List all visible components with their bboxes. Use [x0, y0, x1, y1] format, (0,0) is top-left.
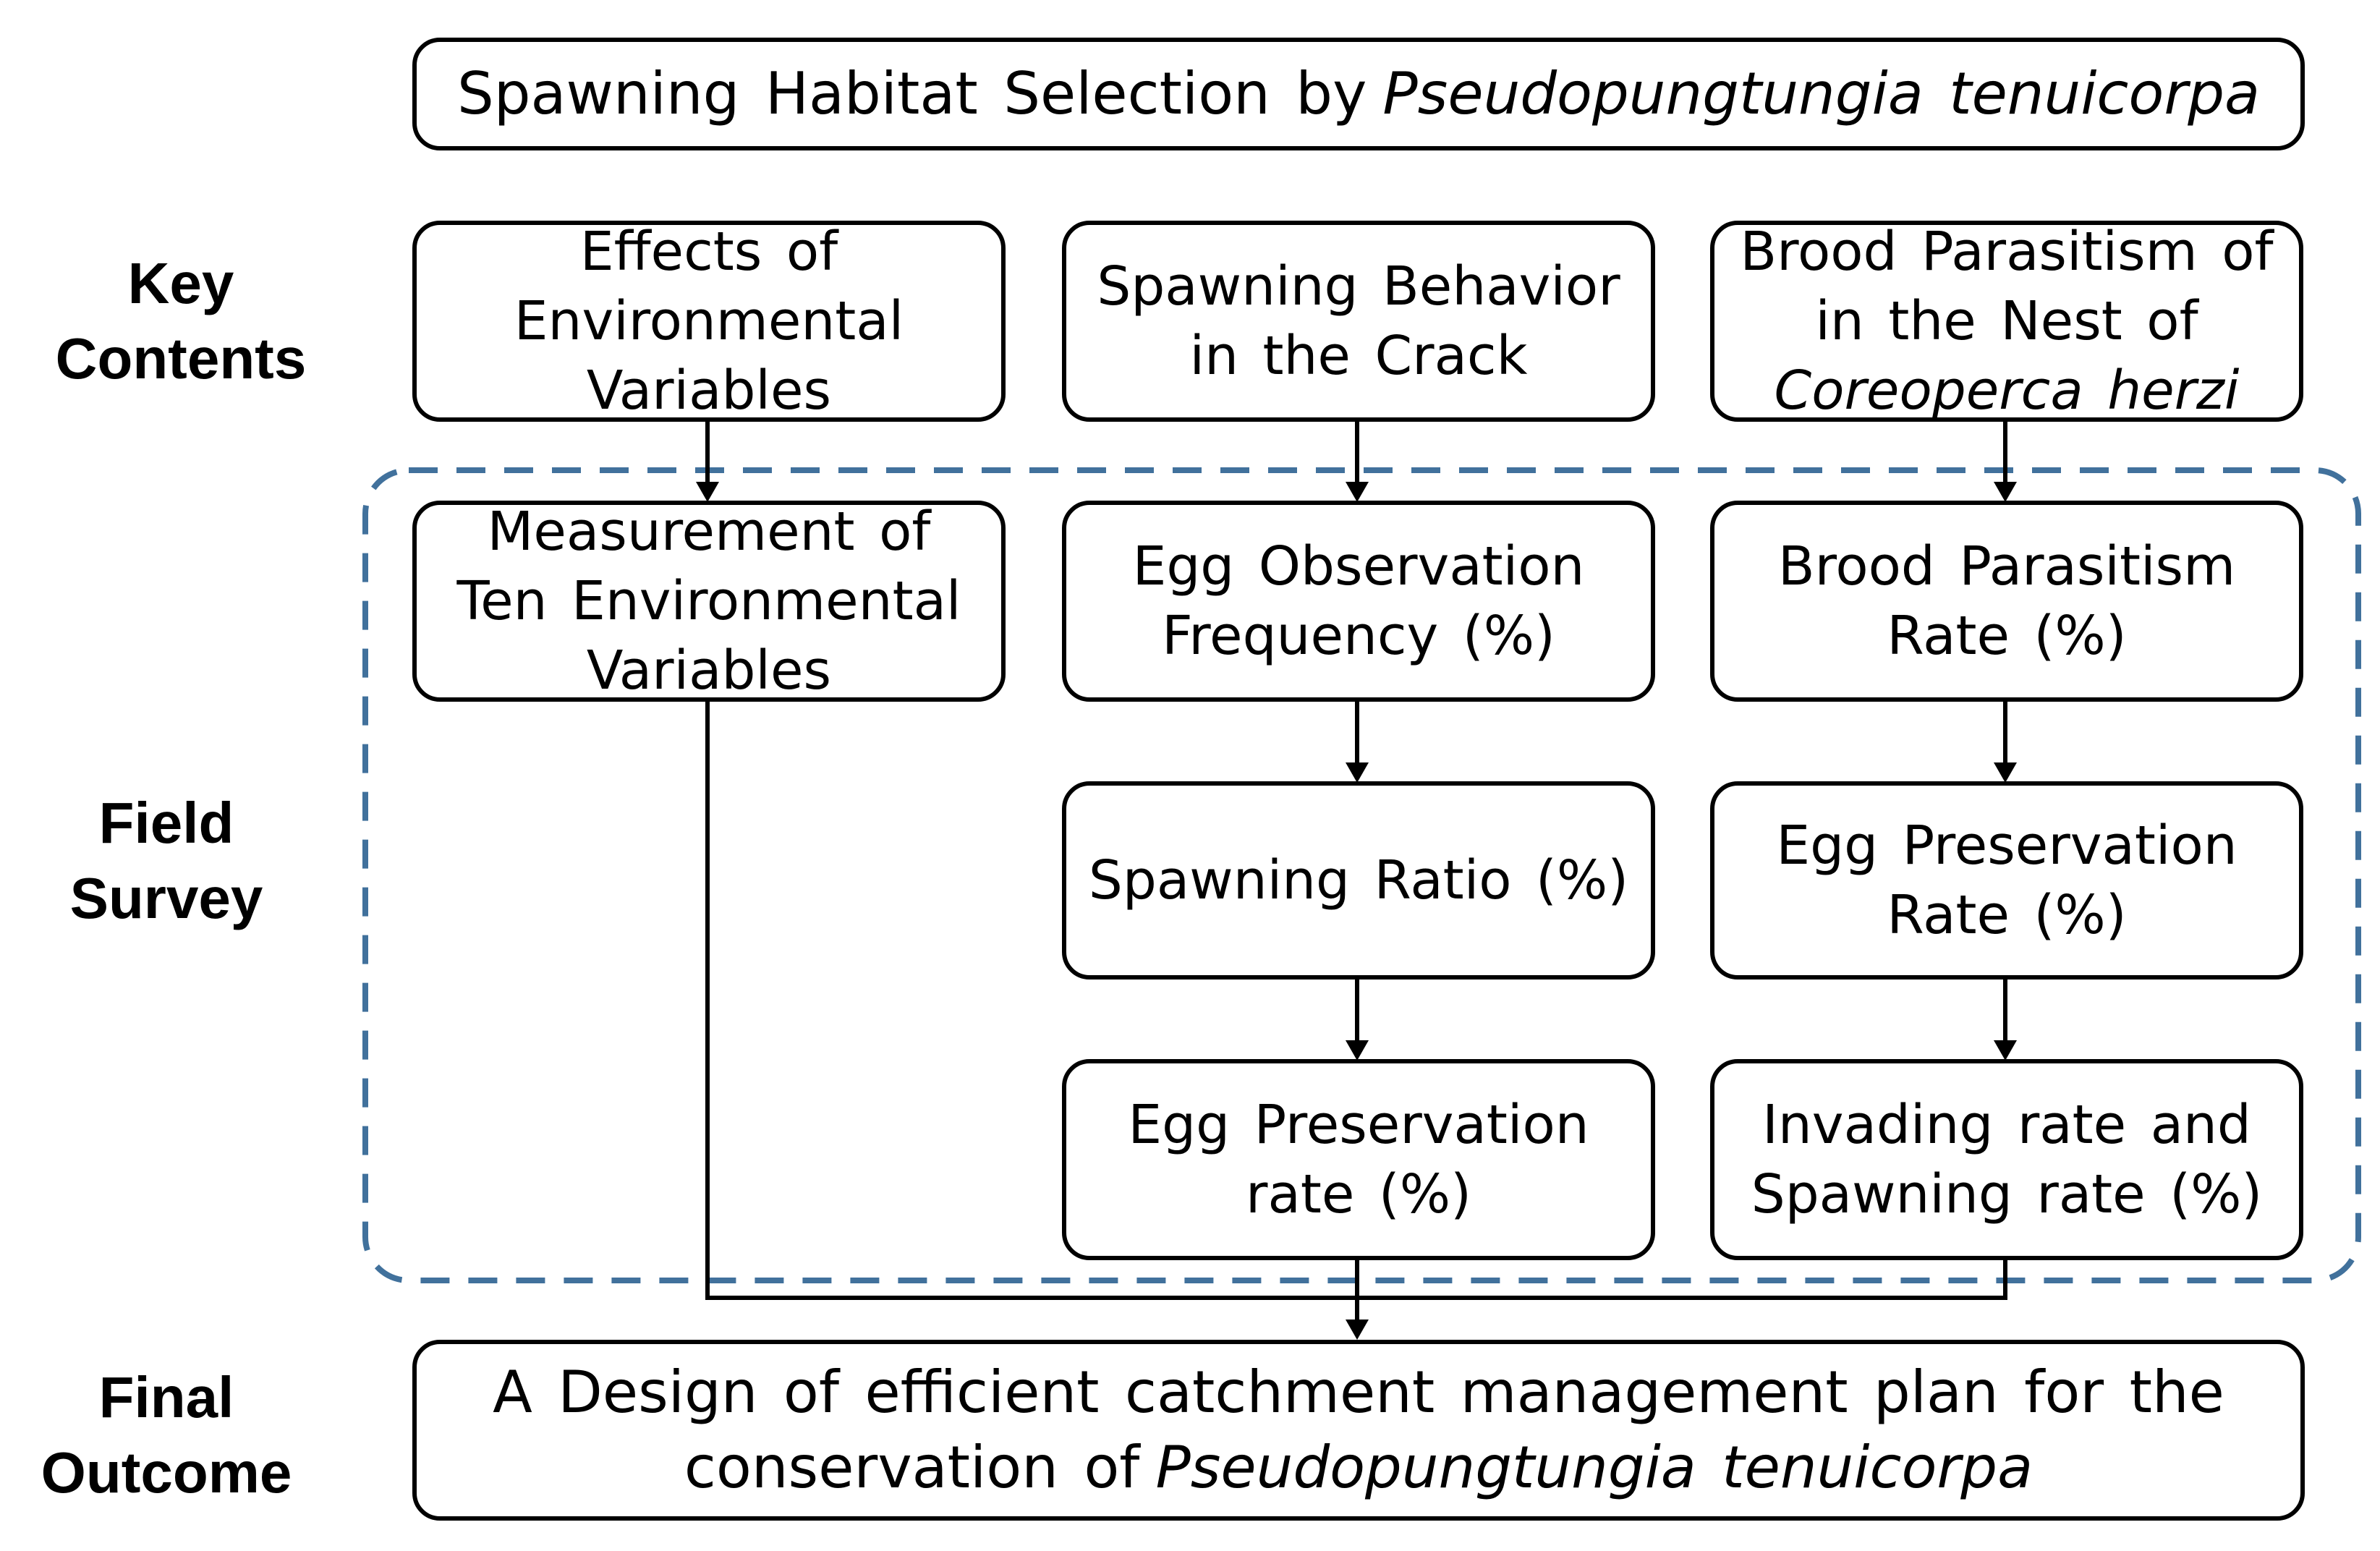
arrowhead — [1346, 762, 1369, 783]
arrowhead — [1994, 1040, 2017, 1061]
arrowhead — [1346, 1040, 1369, 1061]
box-line: Egg Preservation — [1128, 1094, 1589, 1156]
arrowhead — [1346, 1320, 1369, 1340]
arrowhead — [1994, 762, 2017, 783]
row-label-final-outcome — [7, 1360, 326, 1510]
box-line: Spawning Behavior — [1097, 255, 1620, 318]
key-box-spawning-behavior — [1062, 221, 1655, 422]
box-line-species: Coreoperca herzi — [1774, 360, 2240, 422]
box-line: Measurement of — [487, 501, 931, 563]
box-line: Environmental — [514, 290, 904, 352]
title-box — [412, 38, 2305, 150]
box-line: Spawning Ratio (%) — [1088, 849, 1629, 912]
arrowhead — [1346, 482, 1369, 502]
row-label-line: Field — [98, 791, 234, 855]
box-line: Egg Observation — [1132, 535, 1585, 598]
box-line: Brood Parasitism of — [1740, 221, 2274, 283]
title-species: Pseudopungtungia tenuicorpa — [1382, 60, 2261, 127]
survey-box-spawning-ratio — [1062, 781, 1655, 980]
box-line: Variables — [586, 360, 832, 422]
survey-box-egg-observation — [1062, 501, 1655, 702]
row-label-line: Contents — [55, 326, 307, 391]
box-line: Rate (%) — [1887, 605, 2127, 667]
arrowhead — [1994, 482, 2017, 502]
row-label-field-survey — [7, 786, 326, 936]
final-outcome-line: conservation of — [684, 1434, 1140, 1501]
survey-box-measurement — [412, 501, 1006, 702]
box-line: Invading rate and — [1762, 1094, 2251, 1156]
box-line: Brood Parasitism — [1777, 535, 2236, 598]
key-box-brood-parasitism — [1710, 221, 2303, 422]
survey-box-egg-preservation-rate — [1062, 1059, 1655, 1260]
box-line: Variables — [586, 639, 832, 702]
box-line: Spawning rate (%) — [1751, 1163, 2263, 1225]
box-line: Ten Environmental — [456, 570, 961, 632]
row-label-line: Outcome — [41, 1440, 292, 1505]
box-line: Egg Preservation — [1776, 815, 2237, 877]
row-label-line: Key — [127, 251, 234, 315]
box-line: Rate (%) — [1887, 884, 2127, 946]
box-line: in the Crack — [1189, 325, 1528, 387]
survey-box-invading-spawning-rate — [1710, 1059, 2303, 1260]
box-line: rate (%) — [1246, 1163, 1471, 1225]
survey-box-egg-preservation — [1710, 781, 2303, 980]
title-prefix: Spawning Habitat Selection by — [456, 60, 1367, 127]
final-outcome-line: A Design of efficient catchment management plan for the — [493, 1359, 2224, 1426]
key-box-environmental-effects — [412, 221, 1006, 422]
final-outcome-box — [412, 1340, 2305, 1521]
survey-box-brood-parasitism-rate — [1710, 501, 2303, 702]
box-line: in the Nest of — [1815, 290, 2198, 352]
row-label-key-contents — [22, 246, 340, 396]
box-line: Frequency (%) — [1162, 605, 1555, 667]
row-label-line: Survey — [69, 866, 263, 930]
box-line: Effects of — [579, 221, 838, 283]
final-outcome-species: Pseudopungtungia tenuicorpa — [1155, 1434, 2033, 1501]
row-label-line: Final — [98, 1365, 234, 1429]
